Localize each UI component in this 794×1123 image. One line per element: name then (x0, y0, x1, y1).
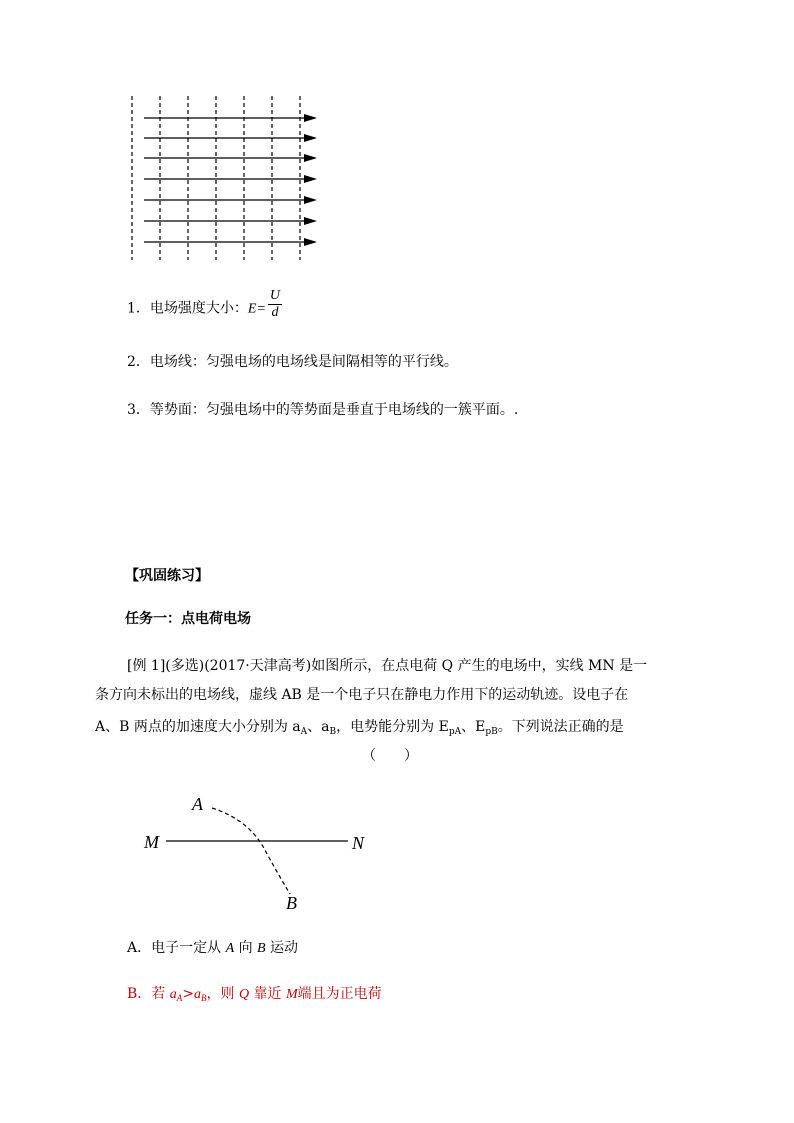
subscript: B (200, 993, 207, 1003)
var-a: a (169, 987, 177, 1002)
point-1-text: 1．电场强度大小： (127, 300, 248, 317)
option-text: > (182, 986, 194, 1002)
example-line-1: [例 1](多选)(2017·天津高考)如图所示，在点电荷 Q 产生的电场中，实线 MN 是一 (127, 658, 648, 674)
formula-fraction (268, 288, 282, 321)
example-line-2: 条方向未标出的电场线，虚线 AB 是一个电子只在静电力作用下的运动轨迹。设电子在 (95, 687, 629, 703)
var-b: B (257, 941, 266, 956)
point-1 (127, 288, 282, 321)
field-arrowheads (304, 114, 317, 246)
example-text: 。下列说法正确的是 (497, 719, 624, 735)
example-text: A、B 两点的加速度大小分别为 a (95, 719, 301, 735)
subscript: pB (485, 727, 498, 737)
arrowhead (304, 114, 317, 122)
option-text: ，则 (206, 986, 239, 1002)
task-title: 任务一：点电荷电场 (125, 611, 251, 627)
option-text: A．电子一定从 (127, 940, 226, 956)
option-text: 运动 (265, 940, 299, 956)
arrowhead (304, 134, 317, 142)
arrowhead (304, 175, 317, 183)
option-text: 靠近 (249, 986, 286, 1002)
label-m: M (144, 832, 159, 852)
field-lines (144, 118, 306, 242)
trajectory-ab (212, 808, 290, 894)
uniform-field-diagram (128, 92, 328, 262)
arrowhead (304, 154, 317, 162)
section-title: 【巩固练习】 (125, 568, 209, 584)
subscript: B (329, 727, 337, 737)
var-a: a (193, 987, 201, 1002)
option-text: B．若 (127, 986, 170, 1002)
arrowhead (304, 217, 317, 225)
example-text: 、a (307, 719, 330, 735)
subscript: pA (448, 727, 462, 737)
subscript: A (300, 727, 308, 737)
subscript: A (176, 993, 183, 1003)
example-line-3 (95, 717, 624, 742)
label-n: N (352, 833, 365, 853)
formula-numerator: U (269, 288, 281, 303)
example-text: 、E (461, 719, 486, 735)
trajectory-diagram (138, 792, 378, 917)
answer-parentheses: （ ） (362, 748, 418, 764)
formula-denominator: d (271, 305, 279, 320)
option-a[interactable] (127, 938, 298, 959)
example-text: ，电势能分别为 E (336, 719, 449, 735)
var-q: Q (238, 987, 250, 1002)
var-m: M (285, 987, 298, 1002)
equipotential-lines (132, 96, 300, 260)
option-b[interactable] (127, 984, 382, 1008)
arrowhead (304, 196, 317, 204)
var-a: A (225, 941, 235, 956)
label-b: B (286, 893, 297, 913)
option-text: 端且为正电荷 (297, 986, 382, 1002)
point-2: 2．电场线：匀强电场的电场线是间隔相等的平行线。 (127, 354, 458, 370)
arrowhead (304, 238, 317, 246)
label-a: A (192, 794, 203, 814)
point-3: 3．等势面：匀强电场中的等势面是垂直于电场线的一簇平面。. (127, 402, 519, 418)
formula-lhs: E= (247, 301, 266, 317)
option-text: 向 (234, 940, 258, 956)
